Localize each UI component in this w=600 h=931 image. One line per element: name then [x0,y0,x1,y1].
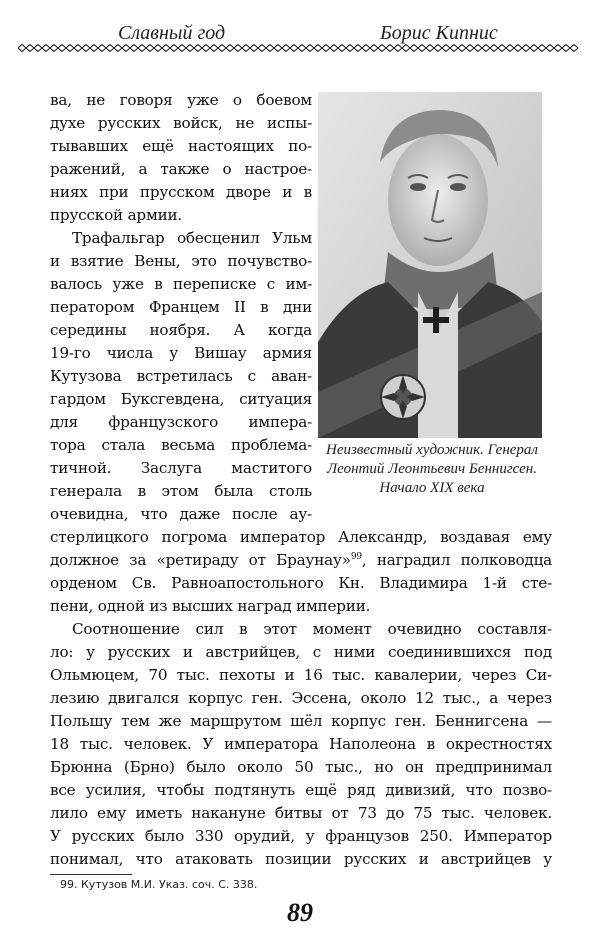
text-line: прусской армии. [50,206,183,224]
text-segment: должное за «ретираду от Браунау» [50,551,351,569]
text-line: ва, не говоря уже о боевом [50,91,312,109]
text-line: орденом Св. Равноапостольного Кн. Владимира 1-й сте- [50,574,552,592]
header-book-title: Славный год [118,22,226,44]
text-line: тора стала весьма проблема- [50,436,312,454]
text-line: У русских было 330 орудий, у французов 250. Император [50,827,552,845]
caption-line: Неизвестный художник. Генерал [326,442,538,458]
portrait-bennigsen-image [318,92,542,438]
text-segment: , наградил полководца [361,551,552,569]
portrait-caption [308,441,556,498]
text-line: лезию двигался корпус ген. Эссена, около 12 тыс., а через [50,689,552,707]
text-line: гардом Буксгевдена, ситуация [50,390,312,408]
text-line: ниях при прусском дворе и в [50,183,312,201]
footnote-ref-99: 99 [350,551,362,562]
page-number: 89 [287,898,313,927]
text-line: Ольмюцем, 70 тыс. пехоты и 16 тыс. кавалерии, через Си- [50,666,552,684]
text-line: лило ему иметь накануне битвы от 73 до 75 тыс. человек. [50,804,552,822]
text-line: валось уже в переписке с им- [50,275,312,293]
text-line-with-footnote [50,551,552,569]
text-line: 19-го числа у Вишау армия [50,344,312,362]
text-line: пени, одной из высших наград империи. [50,597,371,615]
text-line: стерлицкого погрома император Александр, воздавая ему [50,528,552,546]
text-line: середины ноября. А когда [50,321,312,339]
text-line: духе русских войск, не испы- [50,114,312,132]
running-header [0,12,600,42]
text-line: Польшу тем же маршрутом шёл корпус ген. Беннигсена — [50,712,552,730]
caption-line: Леонтий Леонтьевич Беннигсен. [327,461,537,477]
text-line: ло: у русских и австрийцев, с ними соединившихся под [50,643,552,661]
text-line: тывавших ещё настоящих по- [50,137,312,155]
text-line: генерала в этом была столь [50,482,312,500]
text-line: Соотношение сил в этот момент очевидно составля- [72,620,552,638]
text-line: ператором Францем II в дни [50,298,312,316]
text-line: 18 тыс. человек. У императора Наполеона в окрестностях [50,735,552,753]
caption-line: Начало XIX века [379,480,485,496]
text-line: Трафальгар обесценил Ульм [72,229,312,247]
header-ornament [18,44,578,52]
text-line: очевидна, что даже после ау- [50,505,312,523]
text-line: тичной. Заслуга маститого [50,459,312,477]
footnote-rule [50,874,132,875]
text-line: ражений, а также о настрое- [50,160,312,178]
text-line: все усилия, чтобы подтянуть ещё ряд дивизий, что позво- [50,781,552,799]
text-line: Кутузова встретилась с аван- [50,367,312,385]
text-line: понимал, что атаковать позиции русских и австрийцев у [50,850,552,868]
text-line: и взятие Вены, это почувство- [50,252,312,270]
text-line: для французского импера- [50,413,312,431]
header-author: Борис Кипнис [380,22,498,44]
footnote-99: 99. Кутузов М.И. Указ. соч. С. 338. [60,878,258,891]
text-line: Брюнна (Брно) было около 50 тыс., но он предпринимал [50,758,552,776]
